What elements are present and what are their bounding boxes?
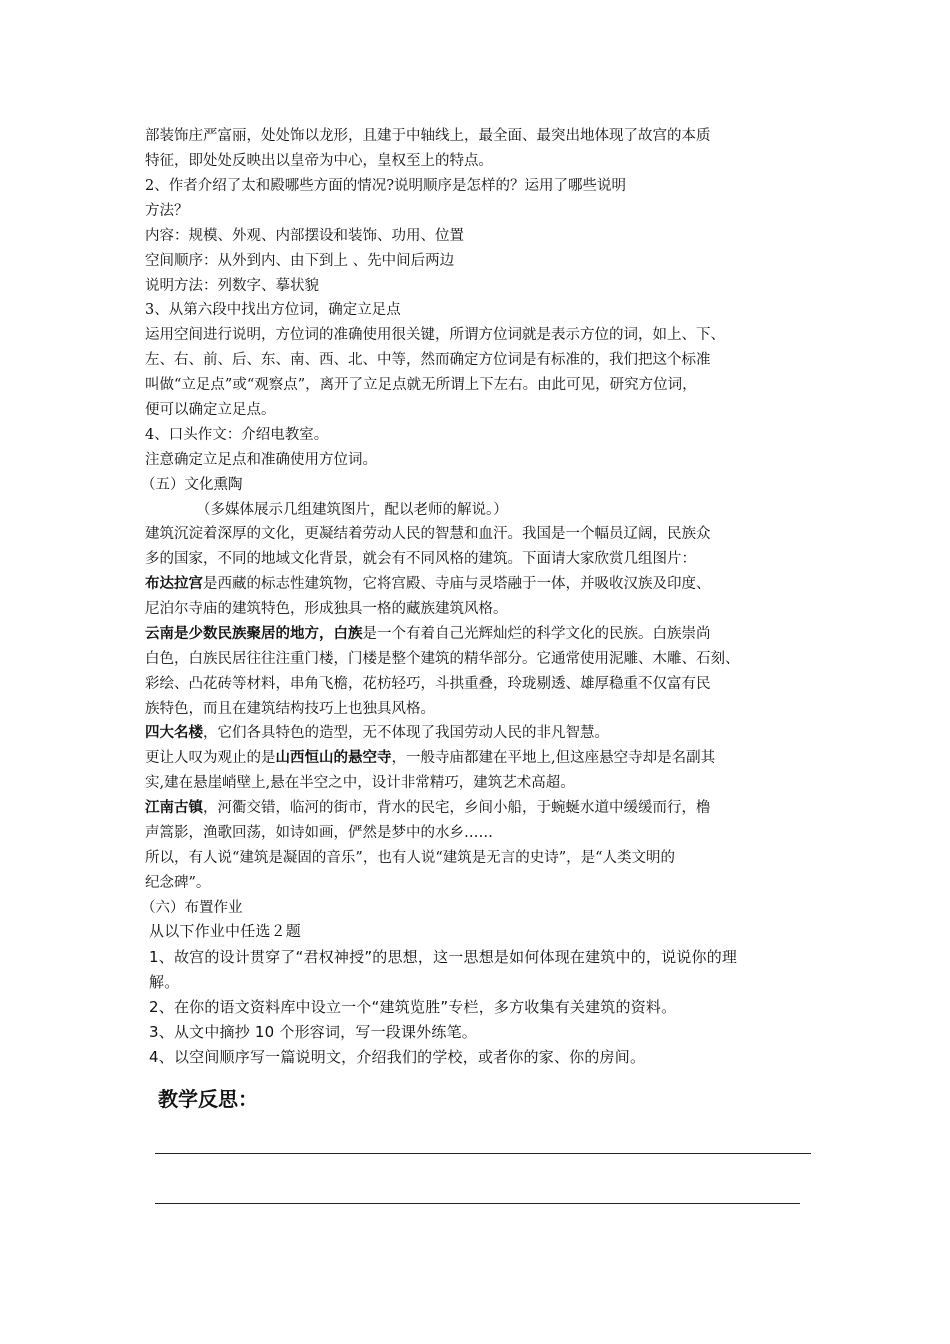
bold-term: 山西恒山的悬空寺 [275, 749, 392, 766]
text-line: （多媒体展示几组建筑图片，配以老师的解说。） [196, 502, 508, 518]
text-span: ，一般寺庙都建在平地上,但这座悬空寺却是名副其 [391, 750, 716, 766]
question-2: 2、作者介绍了太和殿哪些方面的情况?说明顺序是怎样的？运用了哪些说明 [145, 178, 626, 194]
bold-term: 布达拉宫 [145, 575, 203, 592]
text-line: 多的国家，不同的地域文化背景，就会有不同风格的建筑。下面请大家欣赏几组图片： [145, 551, 696, 567]
text-line: 注意确定立足点和准确使用方位词。 [145, 452, 377, 468]
homework-item-1: 1、故宫的设计贯穿了“君权神授”的思想，这一思想是如何体现在建筑中的，说说你的理 [149, 948, 738, 966]
text-line: 建筑沉淀着深厚的文化，更凝结着劳动人民的智慧和血汗。我国是一个幅员辽阔，民族众 [145, 526, 711, 542]
bold-term: 云南是少数民族聚居的地方，白族 [145, 625, 363, 642]
text-line: 纪念碑”。 [145, 875, 211, 891]
text-line: 方法？ [145, 203, 189, 219]
text-line: 族特色，而且在建筑结构技巧上也独具风格。 [145, 701, 435, 717]
text-span: ，它们各具特色的造型，无不体现了我国劳动人民的非凡智慧。 [203, 725, 609, 741]
text-line: 左、右、前、后、东、南、西、北、中等，然而确定方位词是有标准的，我们把这个标准 [145, 352, 711, 368]
text-line [145, 748, 715, 768]
text-line: 说明方法：列数字、摹状貌 [145, 278, 319, 294]
text-line: 叫做“立足点”或“观察点”，离开了立足点就无所谓上下左右。由此可见，研究方位词， [145, 377, 697, 393]
bold-term: 江南古镇 [145, 799, 203, 816]
blank-writing-line [155, 1203, 800, 1204]
text-line: 便可以确定立足点。 [145, 402, 276, 418]
text-line [145, 798, 711, 818]
bold-term: 四大名楼 [145, 724, 203, 741]
text-line: 特征，即处处反映出以皇帝为中心，皇权至上的特点。 [145, 153, 493, 169]
text-line: 彩绘、凸花砖等材料，串角飞檐，花枋轻巧，斗拱重叠，玲珑剔透、雄厚稳重不仅富有民 [145, 676, 711, 692]
text-span: ，河衢交错，临河的街市，背水的民宅，乡间小船，于蜿蜒水道中缓缓而行，橹 [203, 800, 711, 816]
text-line: 空间顺序：从外到内、由下到上 、先中间后两边 [145, 253, 455, 269]
text-line: 尼泊尔寺庙的建筑特色，形成独具一格的藏族建筑风格。 [145, 601, 508, 617]
homework-item-3: 3、从文中摘抄 10 个形容词，写一段课外练笔。 [149, 1023, 477, 1041]
text-line: 实,建在悬崖峭壁上,悬在半空之中，设计非常精巧，建筑艺术高超。 [145, 775, 575, 791]
blank-writing-line [155, 1153, 811, 1154]
text-line: 内容：规模、外观、内部摆设和装饰、功用、位置 [145, 228, 464, 244]
text-line: 声篙影，渔歌回荡，如诗如画，俨然是梦中的水乡…… [145, 825, 493, 841]
text-line: 运用空间进行说明，方位词的准确使用很关键，所谓方位词就是表示方位的词，如上、下、 [145, 327, 725, 343]
homework-item-4: 4、以空间顺序写一篇说明文，介绍我们的学校，或者你的家、你的房间。 [149, 1048, 646, 1066]
reflection-title: 教学反思： [158, 1087, 258, 1111]
question-4: 4、口头作文：介绍电教室。 [145, 427, 329, 443]
text-line [145, 723, 609, 743]
homework-intro: 从以下作业中任选２题 [149, 922, 302, 940]
question-3: 3、从第六段中找出方位词，确定立足点 [145, 302, 401, 318]
text-line [145, 624, 711, 644]
homework-item-2: 2、在你的语文资料库中设立一个“建筑览胜”专栏，多方收集有关建筑的资料。 [149, 998, 677, 1016]
section-heading: （五）文化熏陶 [141, 477, 243, 493]
text-line: 白色，白族民居往往注重门楼，门楼是整个建筑的精华部分。它通常使用泥雕、木雕、石刻、 [145, 651, 740, 667]
homework-item-1-cont: 解。 [149, 973, 180, 991]
text-span: 更让人叹为观止的是 [145, 750, 276, 766]
text-line: 所以，有人说“建筑是凝固的音乐”，也有人说“建筑是无言的史诗”，是“人类文明的 [145, 850, 676, 866]
text-line: 部装饰庄严富丽，处处饰以龙形，且建于中轴线上，最全面、最突出地体现了故宫的本质 [145, 128, 711, 144]
text-span: 是西藏的标志性建筑物，它将宫殿、寺庙与灵塔融于一体，并吸收汉族及印度、 [203, 576, 711, 592]
text-line [145, 574, 711, 594]
text-span: 是一个有着自己光辉灿烂的科学文化的民族。白族崇尚 [362, 626, 711, 642]
section-heading: （六）布置作业 [141, 900, 243, 916]
